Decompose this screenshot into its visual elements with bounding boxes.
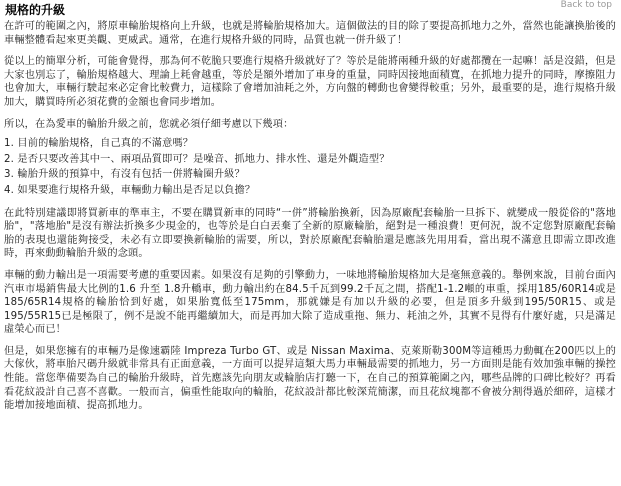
question-list (4, 136, 616, 198)
list-item: 1. 目前的輪胎規格，自己真的不滿意嗎？ (4, 138, 194, 150)
paragraph-new-car-advice: 在此特別建議即將買新車的準車主，不要在購買新車的同時“一併”將輪胎換新，因為原廠配套輪胎一旦拆下、就變成一般從俗的"落地胎"，"落地胎"是沒有辦法折換多少現金的，也等於是白白丟棄了全新的原廠輪胎，絕對是一種浪費！更何況，說不定您對原廠配套輪胎的表現也還能夠接受，未必有立即要換新輪胎的需要，所以，對於原廠配套輪胎還是應該先用用看，當出現不滿意且即需立即改進時，再來動動輪胎升級的念頭。 (4, 207, 616, 260)
list-item: 3. 輪胎升級的預算中，有沒有包括一併將輪圈升級？ (4, 169, 245, 181)
list-item: 2. 是否只要改善其中一、兩項品質即可？是噪音、抓地力、排水性、還是外觀造型？ (4, 153, 390, 165)
article (4, 0, 616, 421)
list-item: 4. 如果要進行規格升級，車輛動力輸出是否足以負擔？ (4, 184, 256, 196)
paragraph-intro: 在許可的範圍之內，將原車輪胎規格向上升級，也就是將輪胎規格加大。這個做法的目的除了要提高抓地力之外，當然也能讓換胎後的車輛整體看起來更美觀、更威武。通常，在進行規格升級的同時，品質也就一併升級了！ (4, 21, 616, 46)
back-to-top-link[interactable]: Back to top (560, 0, 612, 10)
paragraph-analysis: 從以上的簡單分析，可能會覺得，那為何不乾脆只要進行規格升級就好了？等於是能將兩種升級的好處都攬在一起嘛！話是沒錯，但是大家也別忘了，輪胎規格越大、理論上耗會越重，等於是額外增加了車身的重量，同時因接地面積寬，在抓地力提升的同時，摩擦阻力也會加大，車輛行駛起來必定會比較費力，這樣除了會增加油耗之外，方向盤的轉動也會變得較重；另外，最重要的是，進行規格升級加大，購買時所必須花費的金額也會同步增加。 (4, 56, 616, 108)
article-title: 規格的升級 (5, 3, 66, 17)
paragraph-high-power-cars: 但是，如果您擁有的車輛乃是像速霸陸 Impreza Turbo GT、或是 Nissan Maxima、克萊斯勒300M等這種馬力動輒在200匹以上的大傢伙，將車胎尺碼升級就非常具有正面意義，一方面可以提昇這類大馬力車輛最需要的抓地力，另一方面則是能有效加強車輛的操控性能。當您準備要為自己的輪胎升級時，首先應該先向朋友或輪胎店打聽一下，在自己的預算範圍之內，哪些品牌的口碑比較好？再看看花紋設計自己喜不喜歡。一般而言，偏重性能取向的輪胎，花紋設計都比較深荒簡潔，而且花紋塊都不會被分割得過於細碎，這樣才能增加接地面積、提高抓地力。 (4, 345, 616, 412)
paragraph-power-output: 車輛的動力輸出是一項需要考慮的重要因素。如果沒有足夠的引擎動力，一味地將輪胎規格加大是毫無意義的。舉例來說，目前台面內汽車市場銷售最大比例的1.6 升至 1.8升轎車，動力輸出約在84.5千瓦到99.2千瓦之間，搭配1-1.2噸的車重，採用185/60R14或是185/65R14規格的輪胎恰到好處，如果胎寬低至175mm，那就嫌是有加以升級的必要，但是頂多升級到195/50R15、或是195/55R15已是極限了，例不是說不能再繼續加大，而是再加大除了造成重拖、無力、耗油之外，其實不見得有什麼好處，只是滿足虛榮心而已！ (4, 269, 616, 336)
paragraph-considerations: 所以，在為愛車的輪胎升級之前，您就必須仔細考慮以下幾項： (4, 118, 294, 130)
